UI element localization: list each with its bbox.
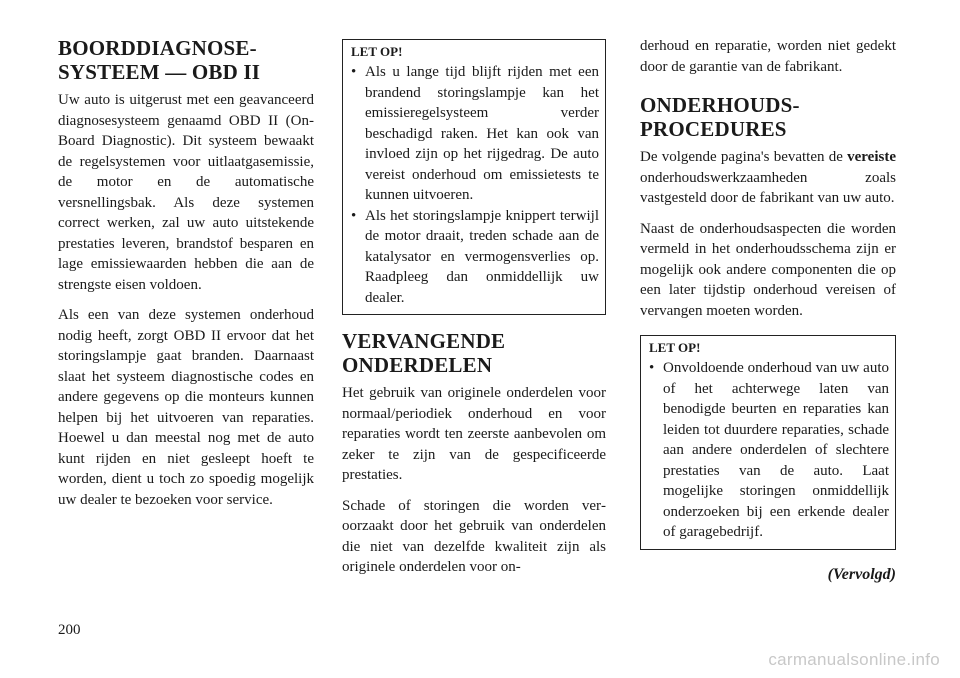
replacement-parts-paragraph-1: Het gebruik van originele onderdelen voor normaal/periodiek onderhoud en voor reparaties wordt ten zeerste aanbevolen om zeker te zijn van de gespecificeerde prestaties. xyxy=(342,385,606,483)
column-middle xyxy=(342,36,606,588)
warning-title: LET OP! xyxy=(649,340,701,355)
replacement-parts-heading: VERVANGENDE ONDERDELEN xyxy=(342,329,506,377)
warning-list xyxy=(351,62,599,308)
maintenance-paragraph-1-start: De volgende pagina's bevatten de xyxy=(640,149,848,165)
column-left xyxy=(58,36,314,520)
column-right xyxy=(640,36,896,550)
continued-paragraph: derhoud en reparatie, worden niet gedekt door de garantie van de fabrikant. xyxy=(640,38,896,75)
warning-item: • Onvoldoende onderhoud van uw auto of het achterwege laten van benodigde beurten en reparaties kan leiden tot duurdere reparaties, schade aan andere onderdelen of slechtere prestaties van de auto. Laat mogelijke storingen onmiddellijk onderzoeken bij een erkende dealer of garagebedrijf. xyxy=(649,358,889,543)
warning-title: LET OP! xyxy=(351,44,403,59)
maintenance-paragraph-2: Naast de onderhoudsaspecten die worden vermeld in het onderhoudsschema zijn er mogelijk ook andere componenten die op een later tijdstip onderhoud vereisen of vervangen moeten worden. xyxy=(640,220,896,319)
maintenance-heading: ONDERHOUDS- PROCEDURES xyxy=(640,93,800,141)
continued-label: (Vervolgd) xyxy=(827,566,896,583)
warning-box-emissions xyxy=(342,39,606,315)
replacement-parts-paragraph-2: Schade of storingen die worden veroorzaakt door het gebruik van onderdelen die niet van dezelfde kwaliteit zijn als originele onderdelen voor on- xyxy=(342,497,606,575)
maintenance-paragraph-1 xyxy=(640,147,896,209)
watermark-text: carmanualsonline.info xyxy=(768,650,940,669)
warning-box-maintenance xyxy=(640,335,896,550)
warning-item: • Als u lange tijd blijft rijden met een brandend storingslampje kan het emissieregelsysteem verder beschadigd raken. Het kan ook van invloed zijn op het rijgedrag. De auto vereist onderhoud om emissietests te kunnen uitvoeren. xyxy=(351,62,599,206)
maintenance-paragraph-1-end: onderhoudswerkzaamheden zoals vastgesteld door de fabrikant van uw auto. xyxy=(640,169,896,206)
warning-list xyxy=(649,358,889,543)
emphasis-required: vereiste xyxy=(847,149,896,165)
warning-item: • Als het storingslampje knippert terwijl de motor draait, treden schade aan de katalysator en vermogensverlies op. Raadpleeg dan onmiddellijk uw dealer. xyxy=(351,206,599,309)
page-number: 200 xyxy=(58,622,81,638)
obd-paragraph-2: Als een van deze systemen onderhoud nodig heeft, zorgt OBD II ervoor dat het storingslampje gaat branden. Daarnaast slaat het systeem diagnostische codes en andere gegevens op die monteurs kunnen helpen bij het uitvoeren van reparaties. Hoewel u dan meestal nog met de auto kunt rijden en niet gesleept hoeft te worden, dient u toch zo spoedig mogelijk uw dealer te bezoeken voor service. xyxy=(58,307,314,508)
obd-heading: BOORDDIAGNOSE- SYSTEEM — OBD II xyxy=(58,36,261,84)
obd-paragraph-1: Uw auto is uitgerust met een geavanceerd diagnosesysteem genaamd OBD II (On-Board Diagnostic). Dit systeem bewaakt de regelsystemen voor uitlaatgasemissie, de motor en de automatische versnellingsbak. Als deze systemen correct werken, zal uw auto uitstekende prestaties leveren, brandstof besparen en lage emissiewaarden hebben die aan de strengste eisen voldoen. xyxy=(58,92,314,293)
